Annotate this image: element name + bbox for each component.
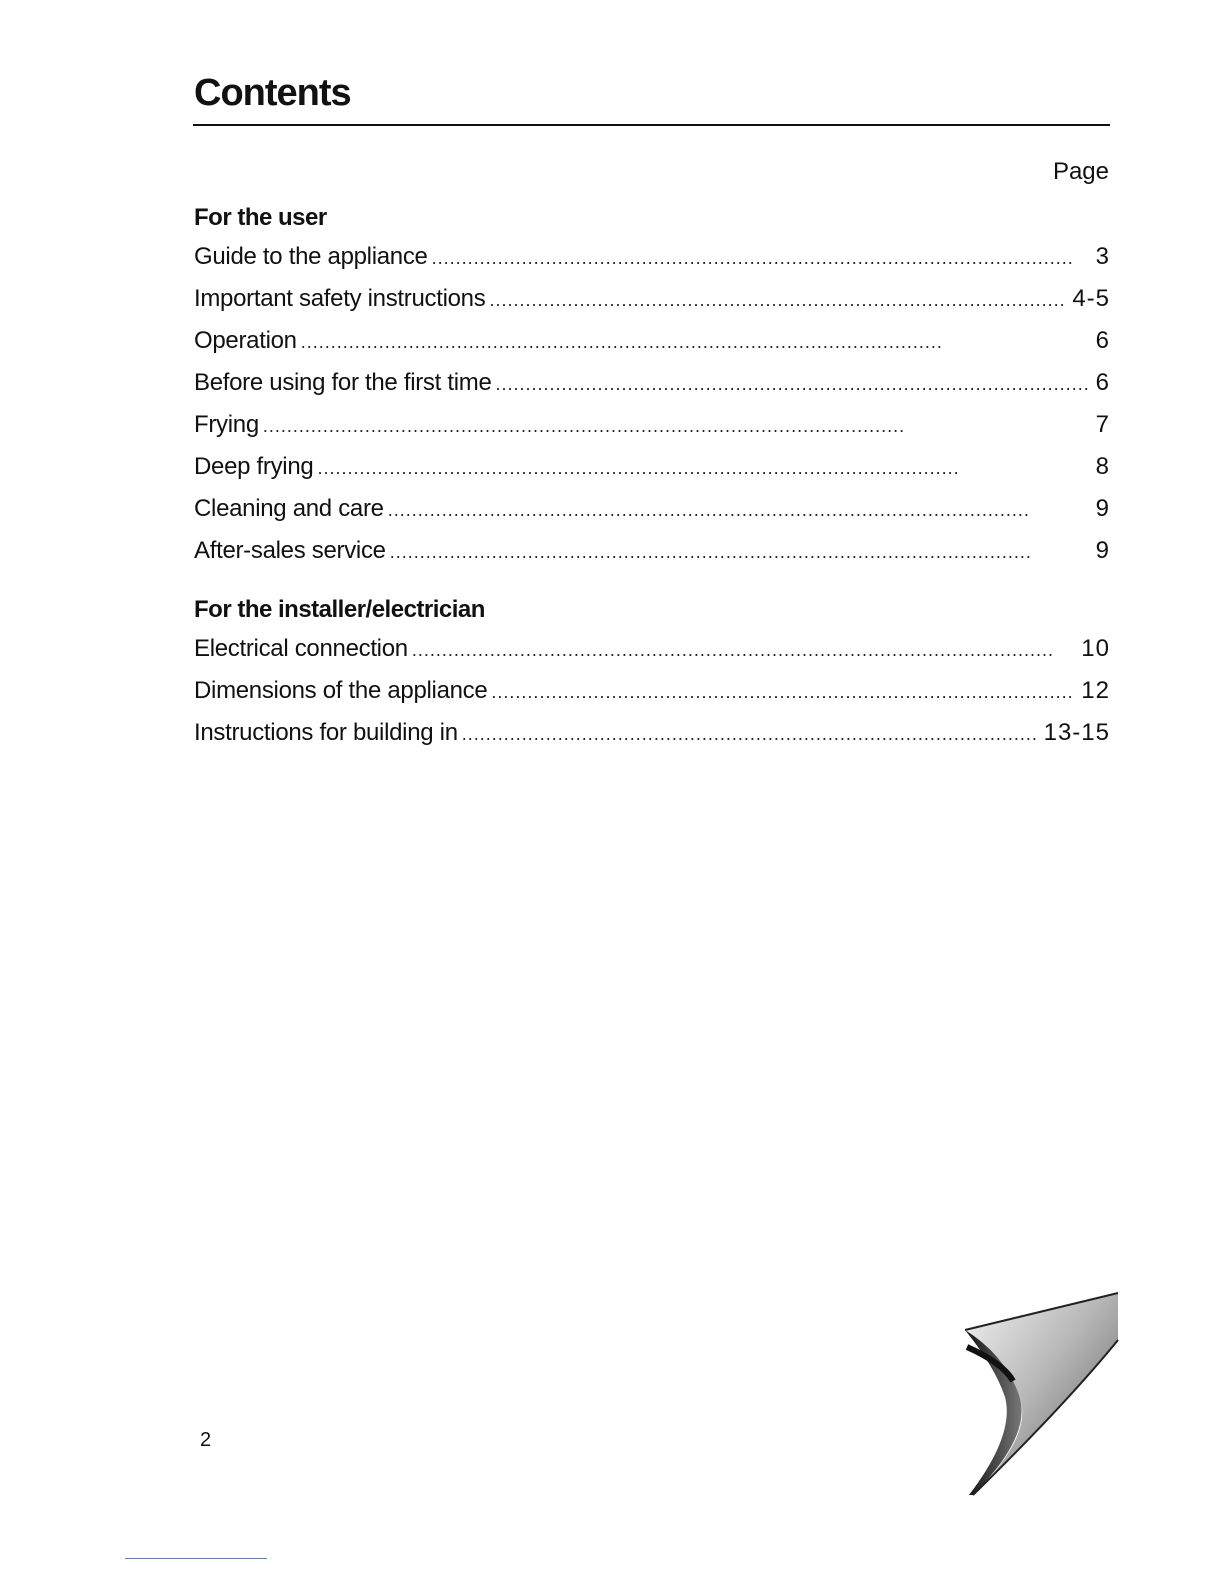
toc-entry-page: 6 — [1095, 369, 1110, 396]
toc-entry-label: Important safety instructions — [194, 285, 486, 312]
dot-leader — [263, 405, 1088, 446]
toc-entry[interactable] — [194, 236, 1110, 278]
toc-entry-label: Before using for the first time — [194, 369, 492, 396]
page-column-heading: Page — [1052, 158, 1109, 185]
toc-entry[interactable] — [194, 670, 1110, 712]
toc-entry-page: 9 — [1095, 537, 1110, 564]
toc-entry[interactable] — [194, 320, 1110, 362]
toc-entry-label: Instructions for building in — [194, 719, 458, 746]
title-rule — [193, 124, 1110, 126]
toc-entry-page: 8 — [1095, 453, 1110, 480]
dot-leader — [301, 321, 1088, 362]
toc-entry-label: Electrical connection — [194, 635, 408, 662]
toc-entry-label: Deep frying — [194, 453, 314, 480]
dot-leader — [462, 713, 1036, 754]
page-curl-icon — [955, 1285, 1125, 1500]
dot-leader — [390, 531, 1088, 572]
toc-entry-label: Guide to the appliance — [194, 243, 428, 270]
section-heading: For the installer/electrician — [194, 596, 485, 623]
toc-entry[interactable] — [194, 278, 1110, 320]
section-for-the-user — [194, 200, 1110, 572]
toc-entry-page: 6 — [1095, 327, 1110, 354]
dot-leader — [432, 237, 1088, 278]
toc-entry-page: 3 — [1095, 243, 1110, 270]
toc-entry[interactable] — [194, 362, 1110, 404]
section-for-the-installer — [194, 592, 1110, 754]
toc-entry-page: 10 — [1081, 635, 1110, 662]
page-title: Contents — [194, 72, 351, 114]
toc-entry-page: 7 — [1095, 411, 1110, 438]
toc-entry-label: Operation — [194, 327, 297, 354]
toc-entry[interactable] — [194, 712, 1110, 754]
toc-list — [194, 236, 1110, 572]
dot-leader — [388, 489, 1088, 530]
toc-entry[interactable] — [194, 488, 1110, 530]
dot-leader — [496, 363, 1088, 404]
dot-leader — [489, 279, 1064, 320]
toc-entry-label: Frying — [194, 411, 259, 438]
bottom-divider — [125, 1558, 267, 1559]
toc-entry[interactable] — [194, 446, 1110, 488]
toc-list — [194, 628, 1110, 754]
toc-entry-label: After-sales service — [194, 537, 386, 564]
page-number: 2 — [200, 1429, 212, 1451]
dot-leader — [491, 671, 1073, 712]
toc-entry-page: 4-5 — [1072, 285, 1110, 312]
toc-entry-label: Cleaning and care — [194, 495, 384, 522]
toc-entry-page: 13-15 — [1043, 719, 1110, 746]
section-heading: For the user — [194, 204, 327, 231]
toc-entry-page: 9 — [1095, 495, 1110, 522]
toc-entry-page: 12 — [1081, 677, 1110, 704]
dot-leader — [317, 447, 1087, 488]
toc-entry[interactable] — [194, 530, 1110, 572]
toc-entry[interactable] — [194, 404, 1110, 446]
toc-entry[interactable] — [194, 628, 1110, 670]
dot-leader — [412, 629, 1073, 670]
toc-entry-label: Dimensions of the appliance — [194, 677, 488, 704]
